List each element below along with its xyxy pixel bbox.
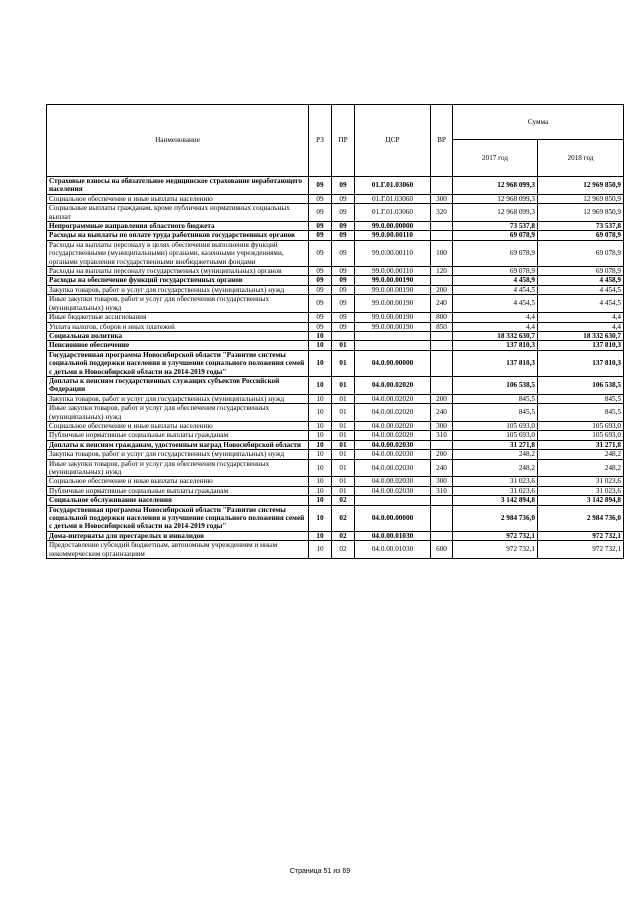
cell-pr: 09 [332, 295, 355, 313]
cell-vr: 300 [431, 421, 453, 430]
table-row [47, 531, 624, 540]
cell-vr: 600 [431, 541, 453, 559]
cell-vr [431, 531, 453, 540]
cell-csr: 99.0.00.00190 [355, 313, 431, 322]
cell-csr: 04.0.00.02020 [355, 376, 431, 394]
cell-vr [431, 496, 453, 505]
cell-sum-2017: 73 537,8 [453, 222, 538, 231]
cell-vr [431, 350, 453, 376]
cell-rz: 10 [309, 531, 332, 540]
cell-pr: 09 [332, 204, 355, 222]
cell-vr: 310 [431, 431, 453, 440]
cell-vr: 310 [431, 486, 453, 495]
budget-table [46, 104, 624, 559]
cell-rz: 10 [309, 421, 332, 430]
cell-sum-2017: 69 078,9 [453, 240, 538, 266]
cell-csr: 04.0.00.01030 [355, 541, 431, 559]
cell-csr: 01.Г.01.03060 [355, 194, 431, 203]
table-row [47, 322, 624, 331]
cell-vr [431, 231, 453, 240]
cell-sum-2018: 69 078,9 [538, 240, 624, 266]
cell-sum-2018: 4 454,5 [538, 285, 624, 294]
cell-rz: 10 [309, 341, 332, 350]
cell-sum-2017: 18 332 630,7 [453, 331, 538, 340]
cell-pr: 09 [332, 285, 355, 294]
cell-pr: 09 [332, 231, 355, 240]
cell-rz: 10 [309, 431, 332, 440]
cell-sum-2018: 31 023,6 [538, 486, 624, 495]
cell-sum-2017: 972 732,1 [453, 531, 538, 540]
cell-csr [355, 331, 431, 340]
cell-pr: 09 [332, 177, 355, 195]
cell-vr [431, 276, 453, 285]
cell-vr: 850 [431, 322, 453, 331]
cell-pr: 01 [332, 376, 355, 394]
table-row [47, 431, 624, 440]
table-body [47, 177, 624, 559]
cell-rz: 10 [309, 331, 332, 340]
cell-rz: 10 [309, 486, 332, 495]
cell-name: Публичные нормативные социальные выплаты гражданам [47, 431, 309, 440]
cell-pr: 01 [332, 450, 355, 459]
cell-sum-2018: 106 538,5 [538, 376, 624, 394]
cell-csr: 99.0.00.00190 [355, 322, 431, 331]
cell-rz: 09 [309, 222, 332, 231]
header-sum: Сумма [453, 105, 624, 140]
cell-vr: 100 [431, 240, 453, 266]
cell-vr: 240 [431, 404, 453, 422]
table-row [47, 421, 624, 430]
cell-vr [431, 341, 453, 350]
header-rz: РЗ [309, 105, 332, 177]
cell-csr [355, 496, 431, 505]
cell-name: Доплаты к пенсиям государственных служащих субъектов Российской Федерации [47, 376, 309, 394]
cell-sum-2017: 105 693,0 [453, 421, 538, 430]
cell-rz: 10 [309, 496, 332, 505]
cell-pr: 01 [332, 486, 355, 495]
table-row [47, 394, 624, 403]
cell-sum-2017: 845,5 [453, 404, 538, 422]
cell-name: Социальное обеспечение и иные выплаты населению [47, 194, 309, 203]
cell-rz: 10 [309, 376, 332, 394]
table-row [47, 285, 624, 294]
cell-rz: 09 [309, 267, 332, 276]
cell-name: Страховые взносы на обязательное медицинское страхование неработающего населения [47, 177, 309, 195]
table-row [47, 486, 624, 495]
cell-name: Закупка товаров, работ и услуг для государственных (муниципальных) нужд [47, 394, 309, 403]
cell-csr: 99.0.00.00110 [355, 240, 431, 266]
table-row [47, 194, 624, 203]
cell-rz: 09 [309, 177, 332, 195]
table-row [47, 440, 624, 449]
cell-name: Социальное обеспечение и иные выплаты населению [47, 477, 309, 486]
header-year-2018: 2018 год [538, 140, 624, 177]
header-csr: ЦСР [355, 105, 431, 177]
cell-sum-2017: 12 968 099,3 [453, 177, 538, 195]
cell-pr: 01 [332, 477, 355, 486]
cell-csr: 04.0.00.01030 [355, 531, 431, 540]
cell-sum-2018: 845,5 [538, 394, 624, 403]
table-row [47, 276, 624, 285]
cell-sum-2017: 31 023,6 [453, 477, 538, 486]
cell-csr: 04.0.00.02030 [355, 486, 431, 495]
cell-sum-2017: 248,2 [453, 450, 538, 459]
cell-sum-2017: 137 810,3 [453, 341, 538, 350]
cell-sum-2018: 3 142 894,8 [538, 496, 624, 505]
cell-pr: 01 [332, 440, 355, 449]
cell-rz: 10 [309, 394, 332, 403]
cell-sum-2018: 12 969 850,9 [538, 204, 624, 222]
cell-vr [431, 505, 453, 531]
cell-name: Пенсионное обеспечение [47, 341, 309, 350]
table-row [47, 459, 624, 477]
cell-sum-2017: 69 078,9 [453, 267, 538, 276]
cell-vr: 200 [431, 450, 453, 459]
cell-sum-2018: 4,4 [538, 313, 624, 322]
cell-sum-2017: 31 023,6 [453, 486, 538, 495]
cell-rz: 09 [309, 276, 332, 285]
cell-pr [332, 331, 355, 340]
cell-sum-2017: 3 142 894,8 [453, 496, 538, 505]
cell-vr: 120 [431, 267, 453, 276]
cell-sum-2018: 4 454,5 [538, 295, 624, 313]
cell-pr: 02 [332, 496, 355, 505]
cell-sum-2018: 2 984 736,0 [538, 505, 624, 531]
cell-sum-2018: 972 732,1 [538, 541, 624, 559]
cell-sum-2017: 12 968 099,3 [453, 204, 538, 222]
cell-sum-2017: 69 078,9 [453, 231, 538, 240]
cell-name: Иные бюджетные ассигнования [47, 313, 309, 322]
cell-csr: 04.0.00.02030 [355, 450, 431, 459]
table-row [47, 177, 624, 195]
cell-rz: 10 [309, 459, 332, 477]
cell-csr: 99.0.00.00000 [355, 222, 431, 231]
cell-sum-2018: 248,2 [538, 459, 624, 477]
table-row [47, 496, 624, 505]
cell-pr: 09 [332, 322, 355, 331]
cell-sum-2017: 248,2 [453, 459, 538, 477]
cell-name: Расходы на обеспечение функций государственных органов [47, 276, 309, 285]
cell-csr: 01.Г.01.03060 [355, 204, 431, 222]
cell-pr: 01 [332, 341, 355, 350]
cell-rz: 10 [309, 477, 332, 486]
header-year-2017: 2017 год [453, 140, 538, 177]
cell-name: Расходы на выплаты по оплате труда работников государственных органов [47, 231, 309, 240]
cell-name: Государственная программа Новосибирской области "Развитие системы социальной поддержки населения и улучшение социального положения семей с детьми в Новосибирской области на 2014-2019 годы" [47, 505, 309, 531]
cell-pr: 01 [332, 394, 355, 403]
cell-pr: 09 [332, 276, 355, 285]
cell-sum-2017: 106 538,5 [453, 376, 538, 394]
cell-sum-2018: 12 969 850,9 [538, 177, 624, 195]
cell-vr: 320 [431, 204, 453, 222]
cell-sum-2018: 137 810,3 [538, 341, 624, 350]
table-row [47, 331, 624, 340]
cell-sum-2017: 137 810,3 [453, 350, 538, 376]
cell-csr: 99.0.00.00190 [355, 285, 431, 294]
cell-pr: 09 [332, 240, 355, 266]
cell-name: Закупка товаров, работ и услуг для государственных (муниципальных) нужд [47, 285, 309, 294]
cell-rz: 09 [309, 194, 332, 203]
table-row [47, 240, 624, 266]
cell-name: Предоставление субсидий бюджетным, автономным учреждениям и иным некоммерческим организациям [47, 541, 309, 559]
cell-sum-2018: 137 810,3 [538, 350, 624, 376]
cell-rz: 09 [309, 322, 332, 331]
cell-vr: 300 [431, 194, 453, 203]
cell-csr: 99.0.00.00190 [355, 295, 431, 313]
table-row [47, 350, 624, 376]
cell-csr: 99.0.00.00190 [355, 276, 431, 285]
cell-sum-2018: 69 078,9 [538, 231, 624, 240]
cell-pr: 01 [332, 459, 355, 477]
cell-name: Социальная политика [47, 331, 309, 340]
cell-sum-2017: 105 693,0 [453, 431, 538, 440]
cell-csr: 04.0.00.02020 [355, 421, 431, 430]
cell-rz: 09 [309, 231, 332, 240]
cell-name: Социальные выплаты гражданам, кроме публичных нормативных социальных выплат [47, 204, 309, 222]
cell-sum-2018: 31 023,6 [538, 477, 624, 486]
cell-sum-2017: 972 732,1 [453, 541, 538, 559]
table-row [47, 450, 624, 459]
cell-sum-2017: 4,4 [453, 322, 538, 331]
cell-rz: 10 [309, 450, 332, 459]
cell-pr: 01 [332, 404, 355, 422]
cell-vr [431, 331, 453, 340]
cell-sum-2018: 4 458,9 [538, 276, 624, 285]
table-row [47, 313, 624, 322]
table-row [47, 222, 624, 231]
cell-sum-2018: 972 732,1 [538, 531, 624, 540]
cell-sum-2018: 4,4 [538, 322, 624, 331]
cell-vr [431, 376, 453, 394]
table-row [47, 267, 624, 276]
cell-sum-2017: 4 454,5 [453, 295, 538, 313]
cell-vr: 240 [431, 459, 453, 477]
cell-sum-2018: 12 969 850,9 [538, 194, 624, 203]
header-pr: ПР [332, 105, 355, 177]
cell-pr: 09 [332, 267, 355, 276]
table-row [47, 404, 624, 422]
cell-sum-2018: 248,2 [538, 450, 624, 459]
cell-csr: 04.0.00.02030 [355, 459, 431, 477]
cell-rz: 10 [309, 350, 332, 376]
budget-table-container [46, 104, 623, 559]
cell-pr: 01 [332, 421, 355, 430]
cell-rz: 09 [309, 285, 332, 294]
cell-sum-2018: 105 693,0 [538, 431, 624, 440]
cell-rz: 10 [309, 541, 332, 559]
cell-pr: 01 [332, 431, 355, 440]
cell-pr: 09 [332, 194, 355, 203]
cell-sum-2018: 31 271,8 [538, 440, 624, 449]
cell-sum-2017: 2 984 736,0 [453, 505, 538, 531]
cell-csr: 04.0.00.02030 [355, 477, 431, 486]
cell-name: Государственная программа Новосибирской области "Развитие системы социальной поддержки населения и улучшение социального положения семей с детьми в Новосибирской области на 2014-2019 годы" [47, 350, 309, 376]
cell-vr [431, 440, 453, 449]
cell-name: Иные закупки товаров, работ и услуг для обеспечения государственных (муниципальных) нужд [47, 295, 309, 313]
cell-pr: 02 [332, 541, 355, 559]
cell-vr: 300 [431, 477, 453, 486]
table-row [47, 541, 624, 559]
cell-name: Социальное обеспечение и иные выплаты населению [47, 421, 309, 430]
cell-pr: 02 [332, 505, 355, 531]
cell-rz: 10 [309, 404, 332, 422]
cell-name: Иные закупки товаров, работ и услуг для обеспечения государственных (муниципальных) нужд [47, 459, 309, 477]
cell-name: Расходы на выплаты персоналу в целях обеспечения выполнения функций государственными (муниципальными) органами, казенными учреждениями, органами управления государственными внебюджетными фондами [47, 240, 309, 266]
cell-sum-2017: 4 454,5 [453, 285, 538, 294]
cell-sum-2017: 4,4 [453, 313, 538, 322]
cell-name: Закупка товаров, работ и услуг для государственных (муниципальных) нужд [47, 450, 309, 459]
cell-csr: 04.0.00.00000 [355, 505, 431, 531]
cell-sum-2017: 845,5 [453, 394, 538, 403]
table-header-row [47, 105, 624, 140]
cell-csr: 99.0.00.00110 [355, 231, 431, 240]
cell-sum-2017: 12 968 099,3 [453, 194, 538, 203]
cell-vr: 800 [431, 313, 453, 322]
cell-rz: 09 [309, 204, 332, 222]
cell-pr: 01 [332, 350, 355, 376]
cell-rz: 10 [309, 505, 332, 531]
cell-pr: 02 [332, 531, 355, 540]
cell-rz: 09 [309, 313, 332, 322]
cell-vr [431, 177, 453, 195]
table-row [47, 477, 624, 486]
page-footer: Страница 51 из 69 [289, 868, 351, 875]
cell-csr [355, 341, 431, 350]
cell-vr: 200 [431, 285, 453, 294]
cell-vr: 200 [431, 394, 453, 403]
cell-name: Дома-интернаты для престарелых и инвалидов [47, 531, 309, 540]
cell-sum-2018: 69 078,9 [538, 267, 624, 276]
cell-pr: 09 [332, 222, 355, 231]
cell-sum-2017: 4 458,9 [453, 276, 538, 285]
header-name: Наименование [47, 105, 309, 177]
cell-name: Расходы на выплаты персоналу государственных (муниципальных) органов [47, 267, 309, 276]
cell-csr: 01.Г.01.03060 [355, 177, 431, 195]
cell-sum-2018: 18 332 630,7 [538, 331, 624, 340]
cell-name: Уплата налогов, сборов и иных платежей [47, 322, 309, 331]
cell-vr [431, 222, 453, 231]
table-row [47, 204, 624, 222]
cell-csr: 04.0.00.02020 [355, 404, 431, 422]
cell-sum-2018: 845,5 [538, 404, 624, 422]
cell-name: Доплаты к пенсиям гражданам, удостоенным наград Новосибирской области [47, 440, 309, 449]
cell-csr: 99.0.00.00110 [355, 267, 431, 276]
cell-vr: 240 [431, 295, 453, 313]
table-row [47, 376, 624, 394]
cell-rz: 09 [309, 295, 332, 313]
cell-rz: 10 [309, 440, 332, 449]
cell-name: Иные закупки товаров, работ и услуг для обеспечения государственных (муниципальных) нужд [47, 404, 309, 422]
cell-sum-2018: 73 537,8 [538, 222, 624, 231]
cell-name: Непрограммные направления областного бюджета [47, 222, 309, 231]
cell-sum-2018: 105 693,0 [538, 421, 624, 430]
table-row [47, 505, 624, 531]
table-row [47, 231, 624, 240]
header-vr: ВР [431, 105, 453, 177]
table-row [47, 341, 624, 350]
cell-csr: 04.0.00.02020 [355, 431, 431, 440]
cell-pr: 09 [332, 313, 355, 322]
cell-sum-2017: 31 271,8 [453, 440, 538, 449]
cell-rz: 09 [309, 240, 332, 266]
cell-csr: 04.0.00.00000 [355, 350, 431, 376]
cell-csr: 04.0.00.02030 [355, 440, 431, 449]
cell-csr: 04.0.00.02020 [355, 394, 431, 403]
cell-name: Социальное обслуживание населения [47, 496, 309, 505]
cell-name: Публичные нормативные социальные выплаты гражданам [47, 486, 309, 495]
table-row [47, 295, 624, 313]
